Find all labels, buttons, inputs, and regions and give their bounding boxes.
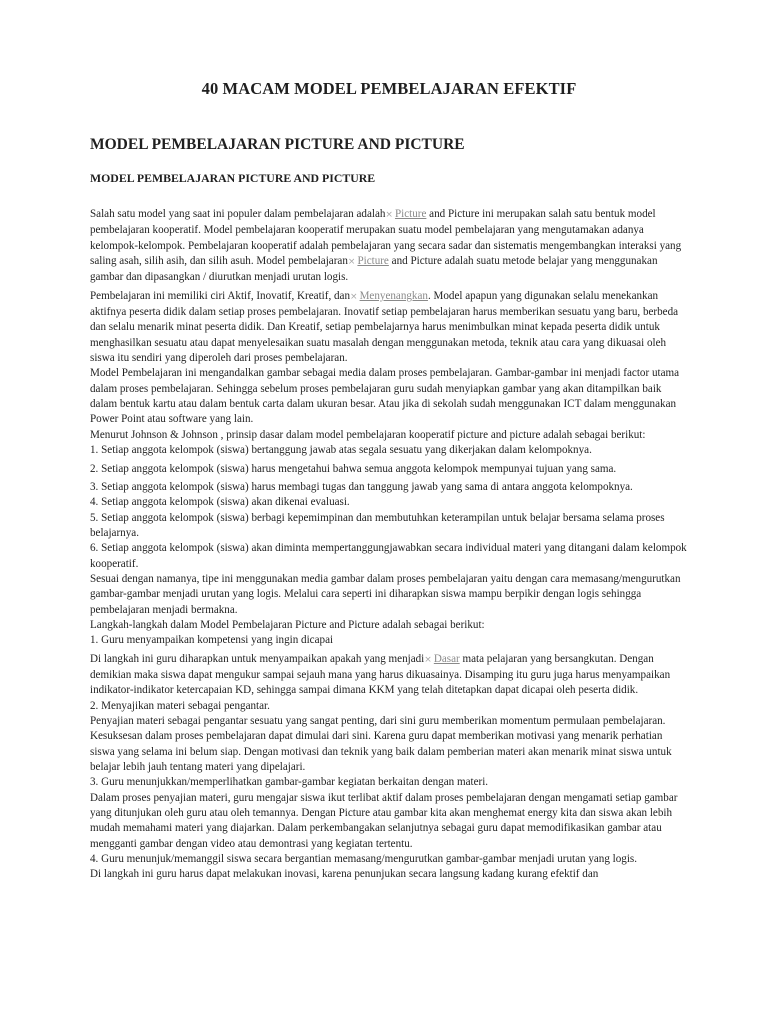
section-title: MODEL PEMBELAJARAN PICTURE AND PICTURE [90, 136, 465, 153]
principle-item: 5. Setiap anggota kelompok (siswa) berbagi kepemimpinan dan membutuhkan keterampilan untuk belajar bersama selama proses belajarnya. [90, 511, 665, 539]
document-page [90, 78, 688, 883]
paragraph-intro [90, 207, 688, 286]
paragraph-text: Pembelajaran ini memiliki ciri Aktif, Inovatif, Kreatif, dan [90, 289, 351, 302]
x-mark-icon[interactable]: × [350, 291, 358, 302]
principle-item: 1. Setiap anggota kelompok (siswa) bertanggung jawab atas segala sesuatu yang dikerjakan dalam kelompoknya. [90, 444, 592, 457]
menyenangkan-link[interactable]: Menyenangkan [359, 289, 428, 302]
step-paragraph: Penyajian materi sebagai pengantar sesuatu yang sangat penting, dari sini guru memberikan momentum permulaan pembelajaran. Kesuksesan dalam proses pembelajaran dapat dimulai dari sini. Karena guru dapat memberikan motivasi yang menarik perhatian siswa yang selama ini belum siap. Dengan motivasi dan teknik yang baik dalam pemberian materi akan menarik minat siswa untuk belajar lebih jauh tentang materi yang dipelajari. [90, 715, 672, 774]
principle-item: 4. Setiap anggota kelompok (siswa) akan dikenai evaluasi. [90, 496, 350, 509]
step-paragraph [90, 652, 688, 699]
paragraph-text: Di langkah ini guru diharapkan untuk menyampaikan apakah yang menjadi [90, 652, 425, 665]
paragraph-steps-intro: Langkah-langkah dalam Model Pembelajaran Picture and Picture adalah sebagai berikut: [90, 618, 485, 631]
paragraph-characteristics [90, 289, 688, 367]
x-mark-icon[interactable]: × [347, 257, 356, 268]
principle-item: 6. Setiap anggota kelompok (siswa) akan diminta mempertanggungjawabkan secara individual materi yang ditangani dalam kelompok kooperatif. [90, 542, 687, 570]
dasar-link[interactable]: Dasar [433, 652, 460, 665]
paragraph-media: Model Pembelajaran ini mengandalkan gambar sebagai media dalam proses pembelajaran. Gambar-gambar ini menjadi factor utama dalam proses pembelajaran. Sehingga sebelum proses pembelajaran guru sudah menyiapkan gambar yang akan ditampilkan baik dalam bentuk kartu atau dalam bentuk carta dalam ukuran besar. Atau jika di sekolah sudah menggunakan ICT dalam menggunakan Power Point atau software yang lain. [90, 367, 680, 426]
paragraph-text: and Picture adalah suatu metode belajar yang menggunakan gambar dan dipasangkan / diurutkan menjadi urutan logis. [90, 255, 658, 284]
paragraph-text: . Model apapun yang digunakan selalu menekankan aktifnya peserta didik dalam setiap proses pembelajaran. Inovatif setiap pembelajaran harus memberikan sesuatu yang baru, berbeda dan selalu menarik minat peserta didik. Dan Kreatif, setiap pembelajarnya harus menimbulkan minat kepada peserta didik untuk menghasilkan sesuatu atau dapat menyelesaikan suatu masalah dengan menggunakan metoda, teknik atau cara yang dikuasai oleh siswa itu sendiri yang diperoleh dari proses pembelajaran. [90, 289, 679, 365]
step-heading: 1. Guru menyampaikan kompetensi yang ingin dicapai [90, 634, 334, 647]
picture-link[interactable]: Picture [357, 255, 389, 268]
paragraph-text: and Picture ini merupakan salah satu bentuk model pembelajaran kooperatif. Model pembelajaran kooperatif merupakan suatu model pembelajaran yang mengutamakan adanya kelompok-kelompok. Pembelajaran kooperatif adalah pembelajaran yang secara sadar dan sistematis mengembangkan interaksi yang saling asah, silih asih, dan silih asuh. Model pembelajaran [90, 208, 682, 268]
step-heading: 4. Guru menunjuk/memanggil siswa secara bergantian memasang/mengurutkan gambar-gambar menjadi urutan yang logis. [90, 853, 638, 866]
step-heading: 3. Guru menunjukkan/memperlihatkan gambar-gambar kegiatan berkaitan dengan materi. [90, 776, 489, 789]
paragraph-text: Salah satu model yang saat ini populer dalam pembelajaran adalah [90, 208, 386, 220]
subsection-title: MODEL PEMBELAJARAN PICTURE AND PICTURE [90, 171, 376, 185]
x-mark-icon[interactable]: × [385, 210, 393, 220]
step-paragraph: Di langkah ini guru harus dapat melakukan inovasi, karena penunjukan secara langsung kadang kurang efektif dan [90, 868, 599, 881]
step-heading: 2. Menyajikan materi sebagai pengantar. [90, 699, 270, 712]
step-paragraph: Dalam proses penyajian materi, guru mengajar siswa ikut terlibat aktif dalam proses pembelajaran dengan mengamati setiap gambar yang ditunjukan oleh guru atau oleh temannya. Dengan Picture atau gambar kita akan menghemat energy kita dan siswa akan lebih mudah memahami materi yang diajarkan. Dalam perkembangakan selanjutnya sebagai guru dapat memodifikasikan gambar atau mengganti gambar dengan video atau demontrasi yang kegiatan tertentu. [90, 791, 678, 850]
document-body [90, 207, 688, 883]
picture-link[interactable]: Picture [394, 208, 427, 220]
paragraph-type: Sesuai dengan namanya, tipe ini menggunakan media gambar dalam proses pembelajaran yaitu dengan cara memasang/mengurutkan gambar-gambar menjadi urutan yang logis. Melalui cara seperti ini diharapkan siswa mampu berpikir dengan logis sehingga pembelajaran menjadi bermakna. [90, 572, 681, 616]
paragraph-principles-intro: Menurut Johnson & Johnson , prinsip dasar dalam model pembelajaran kooperatif picture and picture adalah sebagai berikut: [90, 428, 646, 441]
x-mark-icon[interactable]: × [424, 654, 432, 665]
principle-item: 3. Setiap anggota kelompok (siswa) harus membagi tugas dan tanggung jawab yang sama di antara anggota kelompoknya. [90, 480, 633, 493]
paragraph-text: mata pelajaran yang bersangkutan. Dengan demikian maka siswa dapat mengukur sampai sejauh mana yang harus dikuasainya. Disamping itu guru juga harus menyampaikan indikator-indikator ketercapaian KD, sehingga sampai dimana KKM yang telah ditetapkan dapat dicapai oleh peserta didik. [90, 652, 671, 697]
principle-item: 2. Setiap anggota kelompok (siswa) harus mengetahui bahwa semua anggota kelompok mempunyai tujuan yang sama. [90, 462, 617, 475]
document-title: 40 MACAM MODEL PEMBELAJARAN EFEKTIF [201, 79, 577, 98]
